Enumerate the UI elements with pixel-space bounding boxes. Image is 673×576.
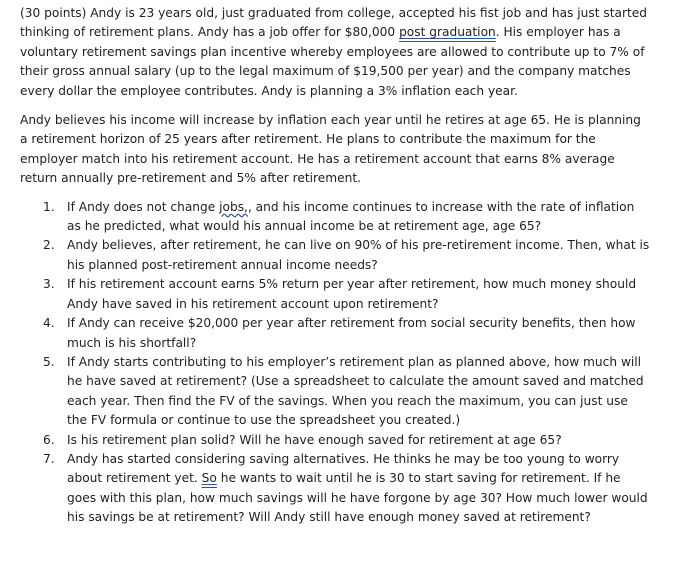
question-text-b: he wants to wait until he is 30 to start saving for retirement. If he goes with this plan, how much savings will he have forgone by age 30? How much lower would his savings be at retirement? Will Andy still have enough money saved at retirement? bbox=[67, 471, 648, 525]
intro-p1-text-b: . His employer has a voluntary retirement savings plan incentive whereby employees are allowed to contribute up to 7% of their gross annual salary (up to the legal maximum of $19,500 per year) and the company matches every dollar the employee contributes. Andy is planning a 3% inflation each year. bbox=[20, 25, 645, 98]
question-list bbox=[20, 198, 650, 528]
grammar-mark-post-graduation[interactable]: post graduation bbox=[399, 25, 496, 40]
question-text-b: , and his income continues to increase with the rate of inflation as he predicted, what would his annual income be at retirement age, age 65? bbox=[67, 199, 635, 234]
intro-paragraph-1 bbox=[20, 4, 650, 101]
question-number: 2. bbox=[43, 238, 55, 253]
question-item-4 bbox=[20, 314, 650, 353]
question-text: If Andy can receive $20,000 per year after retirement from social security benefits, then how much is his shortfall? bbox=[67, 316, 636, 350]
question-text-a: If Andy does not change bbox=[67, 199, 220, 214]
question-number: 6. bbox=[43, 432, 55, 447]
question-item-5 bbox=[20, 353, 650, 431]
question-item-3 bbox=[20, 275, 650, 314]
question-item-6 bbox=[20, 431, 650, 450]
question-number: 1. bbox=[43, 199, 55, 214]
question-number: 5. bbox=[43, 354, 55, 369]
question-number: 7. bbox=[43, 451, 55, 466]
question-text: Andy believes, after retirement, he can live on 90% of his pre-retirement income. Then, what is his planned post-retirement annual income needs? bbox=[67, 238, 650, 272]
intro-p1-text-a: (30 points) Andy is 23 years old, just graduated from college, accepted his fist job and has just started thinking of retirement plans. Andy has a job offer for $80,000 bbox=[20, 6, 648, 40]
spelling-mark-jobs[interactable]: jobs, bbox=[219, 199, 248, 214]
question-item-7 bbox=[20, 450, 650, 528]
question-text: If his retirement account earns 5% return per year after retirement, how much money should Andy have saved in his retirement account upon retirement? bbox=[67, 277, 637, 311]
question-number: 4. bbox=[43, 316, 55, 331]
question-text: Is his retirement plan solid? Will he have enough saved for retirement at age 65? bbox=[67, 432, 562, 447]
question-item-1 bbox=[20, 198, 650, 237]
question-text-a: Andy has started considering saving alternatives. He thinks he may be too young to worry about retirement yet. bbox=[67, 451, 620, 486]
intro-paragraph-2: Andy believes his income will increase by inflation each year until he retires at age 65. He is planning a retirement horizon of 25 years after retirement. He plans to contribute the maximum for the employer match into his retirement account. He has a retirement account that earns 8% average return annually pre-retirement and 5% after retirement. bbox=[20, 113, 641, 186]
question-text: If Andy starts contributing to his employer’s retirement plan as planned above, how much will he have saved at retirement? (Use a spreadsheet to calculate the amount saved and matched each year. Then find the FV of the savings. When you reach the maximum, you can just use the FV formula or continue to use the spreadsheet you created.) bbox=[67, 354, 644, 428]
grammar-mark-so[interactable]: So bbox=[201, 471, 217, 486]
question-item-2 bbox=[20, 236, 650, 275]
question-number: 3. bbox=[43, 277, 55, 292]
document-body bbox=[20, 4, 650, 528]
